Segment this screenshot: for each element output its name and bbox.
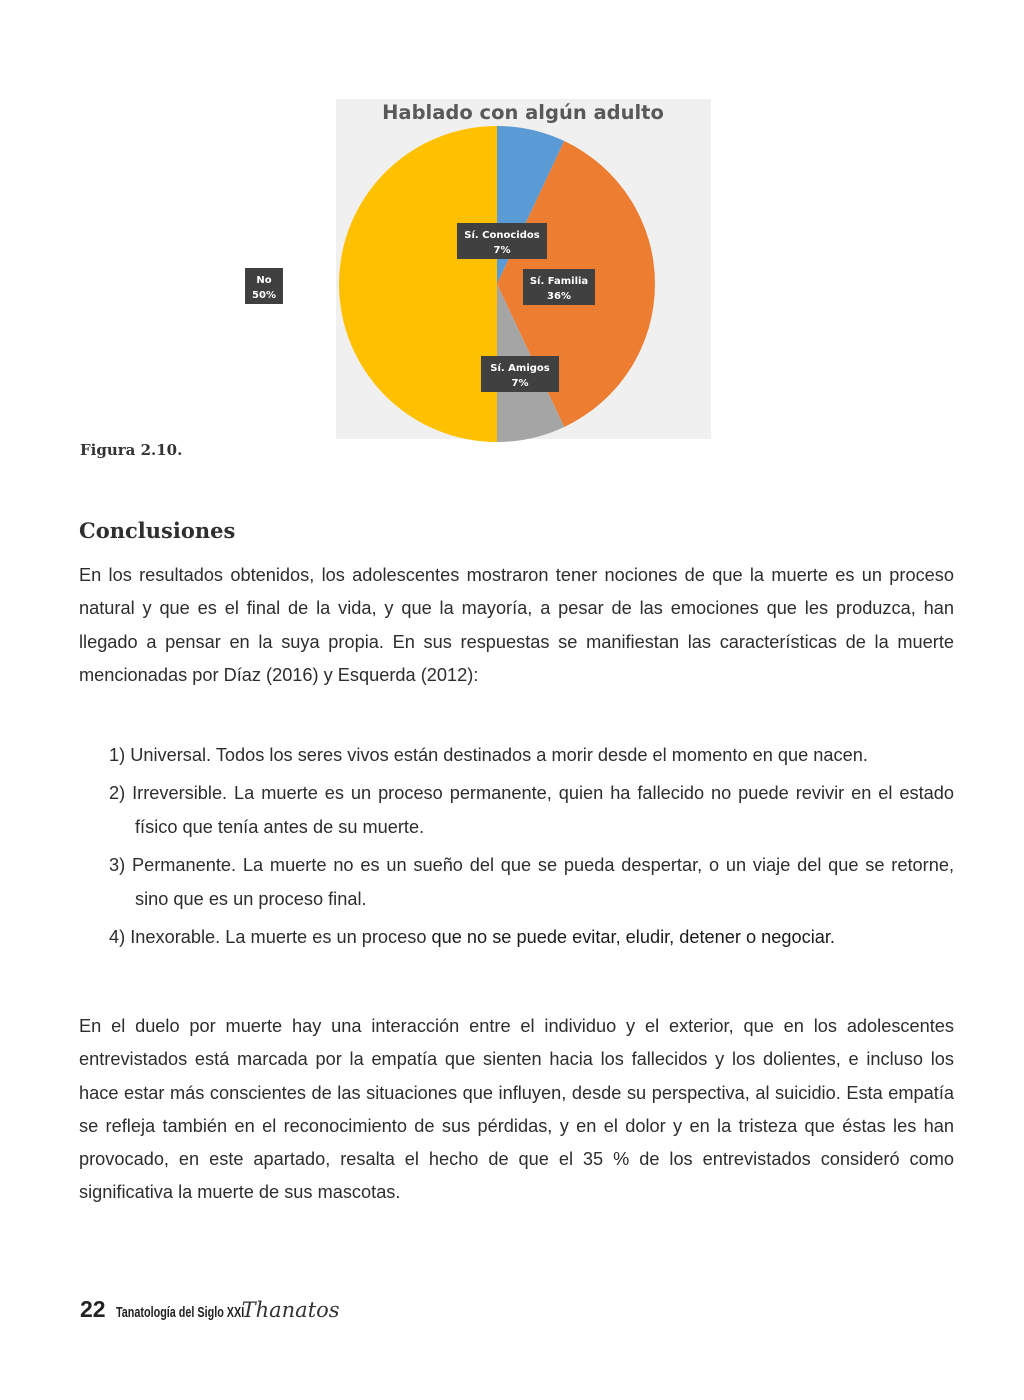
paragraph-intro: En los resultados obtenidos, los adolescentes mostraron tener nociones de que la muerte es un proceso natural y que es el final de la vida, y que la mayoría, a pesar de las emociones que les produzca, han llegado a pensar en la suya propia. En sus respuestas se manifiestan las características de la muerte mencionadas por Díaz (2016) y Esquerda (2012): [79,565,954,685]
list-item [109,776,954,844]
list-item-text: Irreversible. La muerte es un proceso permanente, quien ha fallecido no puede revivir en el estado físico que tenía antes de su muerte. [132,783,954,837]
list-item-number: 3) [109,855,126,875]
pie-chart-figure [252,99,711,439]
data-label [523,269,595,305]
data-label-value: 36% [547,291,571,302]
list-item-text: Inexorable. La muerte es un proceso [130,927,432,947]
magazine-logo: Thanatos [241,1298,340,1322]
list-item-text-tail: que no se puede evitar, eludir, detener o negociar. [431,927,835,947]
section-title: Conclusiones [79,518,236,543]
list-item-text: Universal. Todos los seres vivos están destinados a morir desde el momento en que nacen. [130,745,868,765]
pie-slice [339,126,497,442]
list-item [109,920,954,954]
data-label-category: Sí. Familia [529,276,589,287]
data-label [457,223,547,259]
pie-chart [252,99,711,439]
page-number: 22 [80,1296,106,1322]
data-label [481,356,559,392]
list-item [109,848,954,916]
data-label-value: 7% [511,378,529,389]
list-item-number: 2) [109,783,126,803]
list-item-text: Permanente. La muerte no es un sueño del que se pueda despertar, o un viaje del que se retorne, sino que es un proceso final. [131,855,954,909]
characteristics-list [109,738,954,958]
list-item-number: 4) [109,927,126,947]
data-label [245,268,283,304]
paragraph-conclusion: En el duelo por muerte hay una interacción entre el individuo y el exterior, que en los adolescentes entrevistados está marcada por la empatía que sienten hacia los fallecidos y los dolientes, e incluso los hace estar más conscientes de las situaciones que influyen, desde su perspectiva, al suicidio. Esta empatía se refleja también en el reconocimiento de sus pérdidas, y en el dolor y en la tristeza que éstas les han provocado, en este apartado, resalta el hecho de que el 35 % de los entrevistados consideró como significativa la muerte de sus mascotas. [79,1016,954,1203]
page-footer [80,1296,340,1323]
data-label-value: 50% [252,290,276,301]
magazine-name: Tanatología del Siglo XXI [115,1304,244,1321]
data-label-category: Sí. Conocidos [464,230,540,241]
list-item-number: 1) [109,745,126,765]
list-item [109,738,954,772]
data-label-category: No [256,275,272,286]
chart-title: Hablado con algún adulto [382,101,664,124]
data-label-value: 7% [493,245,511,256]
data-label-category: Sí. Amigos [490,363,550,374]
figure-caption: Figura 2.10. [80,441,183,459]
